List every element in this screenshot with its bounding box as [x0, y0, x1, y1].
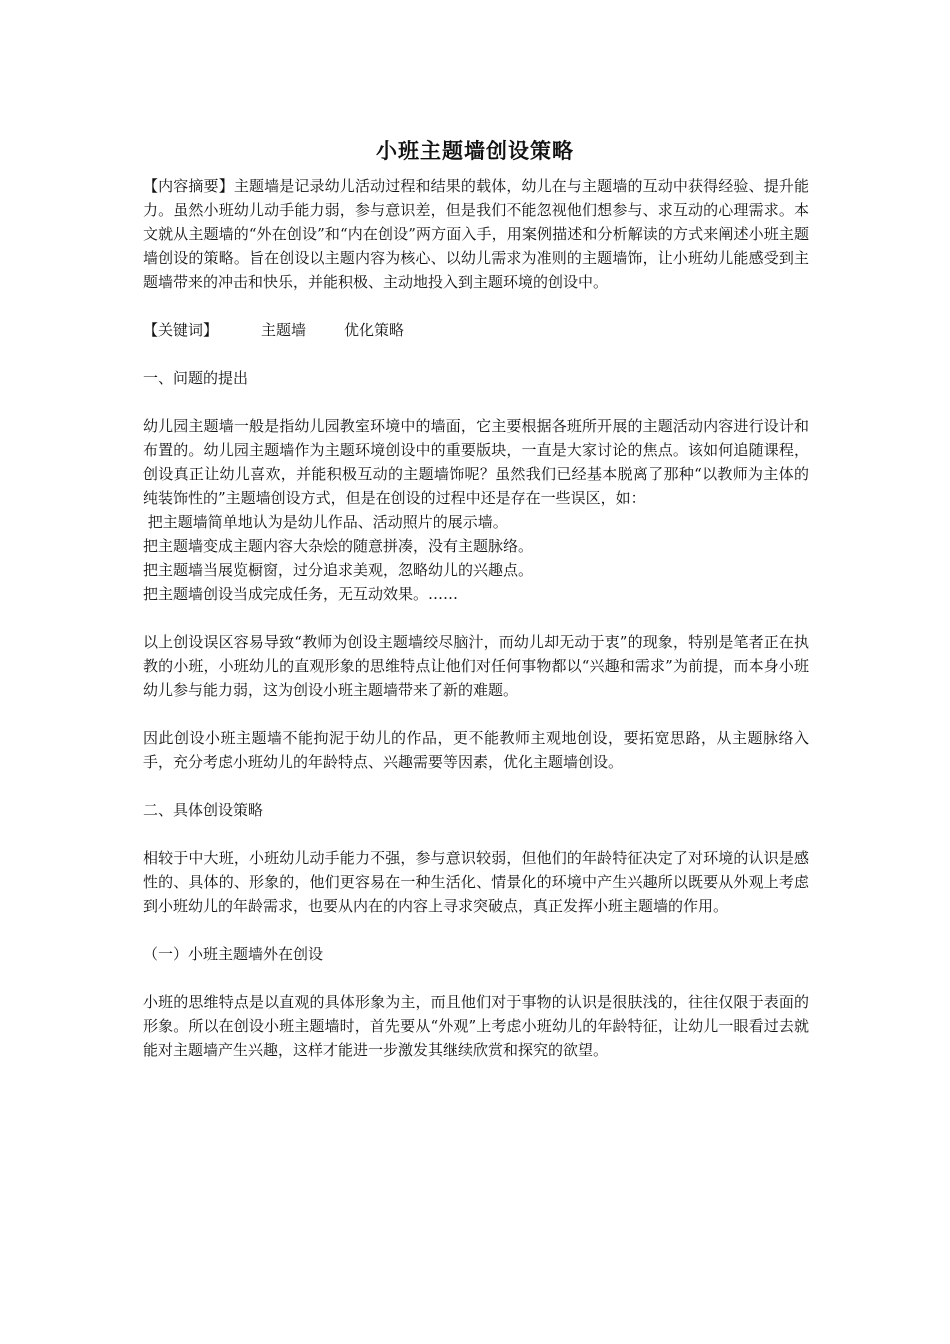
list-item: 把主题墙当展览橱窗，过分追求美观，忽略幼儿的兴趣点。: [143, 561, 534, 579]
keywords-row: [143, 318, 809, 342]
list-item: 把主题墙变成主题内容大杂烩的随意拼凑，没有主题脉络。: [143, 537, 534, 555]
spacer: [143, 774, 809, 798]
body-paragraph: 小班的思维特点是以直观的具体形象为主，而且他们对于事物的认识是很肤浅的，往往仅限于表面的形象。所以在创设小班主题墙时，首先要从“外观”上考虑小班幼儿的年龄特征，让幼儿一眼看过去就能对主题墙产生兴趣，这样才能进一步激发其继续欣赏和探究的欲望。: [143, 993, 809, 1059]
list-item: 把主题墙创设当成完成任务，无互动效果。……: [143, 585, 459, 603]
body-paragraph: 因此创设小班主题墙不能拘泥于幼儿的作品，更不能教师主观地创设，要拓宽思路，从主题脉络入手，充分考虑小班幼儿的年龄特点、兴趣需要等因素，优化主题墙创设。: [143, 729, 809, 771]
document-title: 小班主题墙创设策略: [376, 138, 574, 163]
section-heading: 二、具体创设策略: [143, 801, 264, 819]
spacer: [143, 966, 809, 990]
document-body: [143, 174, 809, 1062]
subsection-heading: （一）小班主题墙外在创设: [143, 945, 324, 963]
body-paragraph: 幼儿园主题墙一般是指幼儿园教室环境中的墙面，它主要根据各班所开展的主题活动内容进行设计和布置的。幼儿园主题墙作为主题环境创设中的重要版块，一直是大家讨论的焦点。该如何追随课程，创设真正让幼儿喜欢，并能积极互动的主题墙饰呢？虽然我们已经基本脱离了那种“以教师为主体的纯装饰性的”主题墙创设方式，但是在创设的过程中还是存在一些误区，如：: [143, 417, 809, 507]
spacer: [143, 390, 809, 414]
spacer: [143, 606, 809, 630]
section-heading: 一、问题的提出: [143, 369, 249, 387]
body-paragraph: 相较于中大班，小班幼儿动手能力不强，参与意识较弱，但他们的年龄特征决定了对环境的认识是感性的、具体的、形象的，他们更容易在一种生活化、情景化的环境中产生兴趣所以既要从外观上考虑到小班幼儿的年龄需求，也要从内在的内容上寻求突破点，真正发挥小班主题墙的作用。: [143, 849, 809, 915]
keyword-item: 主题墙: [261, 321, 307, 339]
list-item: 把主题墙简单地认为是幼儿作品、活动照片的展示墙。: [143, 513, 508, 531]
spacer: [143, 822, 809, 846]
abstract-paragraph: 【内容摘要】主题墙是记录幼儿活动过程和结果的载体，幼儿在与主题墙的互动中获得经验、提升能力。虽然小班幼儿动手能力弱，参与意识差，但是我们不能忽视他们想参与、求互动的心理需求。本文就从主题墙的“外在创设”和“内在创设”两方面入手，用案例描述和分析解读的方式来阐述小班主题墙创设的策略。旨在创设以主题内容为核心、以幼儿需求为准则的主题墙饰，让小班幼儿能感受到主题墙带来的冲击和快乐，并能积极、主动地投入到主题环境的创设中。: [143, 177, 809, 291]
spacer: [143, 294, 809, 318]
keyword-item: 优化策略: [344, 321, 405, 339]
spacer: [143, 342, 809, 366]
body-paragraph: 以上创设误区容易导致“教师为创设主题墙绞尽脑汁，而幼儿却无动于衷”的现象，特别是笔者正在执教的小班，小班幼儿的直观形象的思维特点让他们对任何事物都以“兴趣和需求”为前提，而本身小班幼儿参与能力弱，这为创设小班主题墙带来了新的难题。: [143, 633, 809, 699]
spacer: [143, 702, 809, 726]
spacer: [143, 918, 809, 942]
keywords-label: 【关键词】: [143, 321, 219, 339]
